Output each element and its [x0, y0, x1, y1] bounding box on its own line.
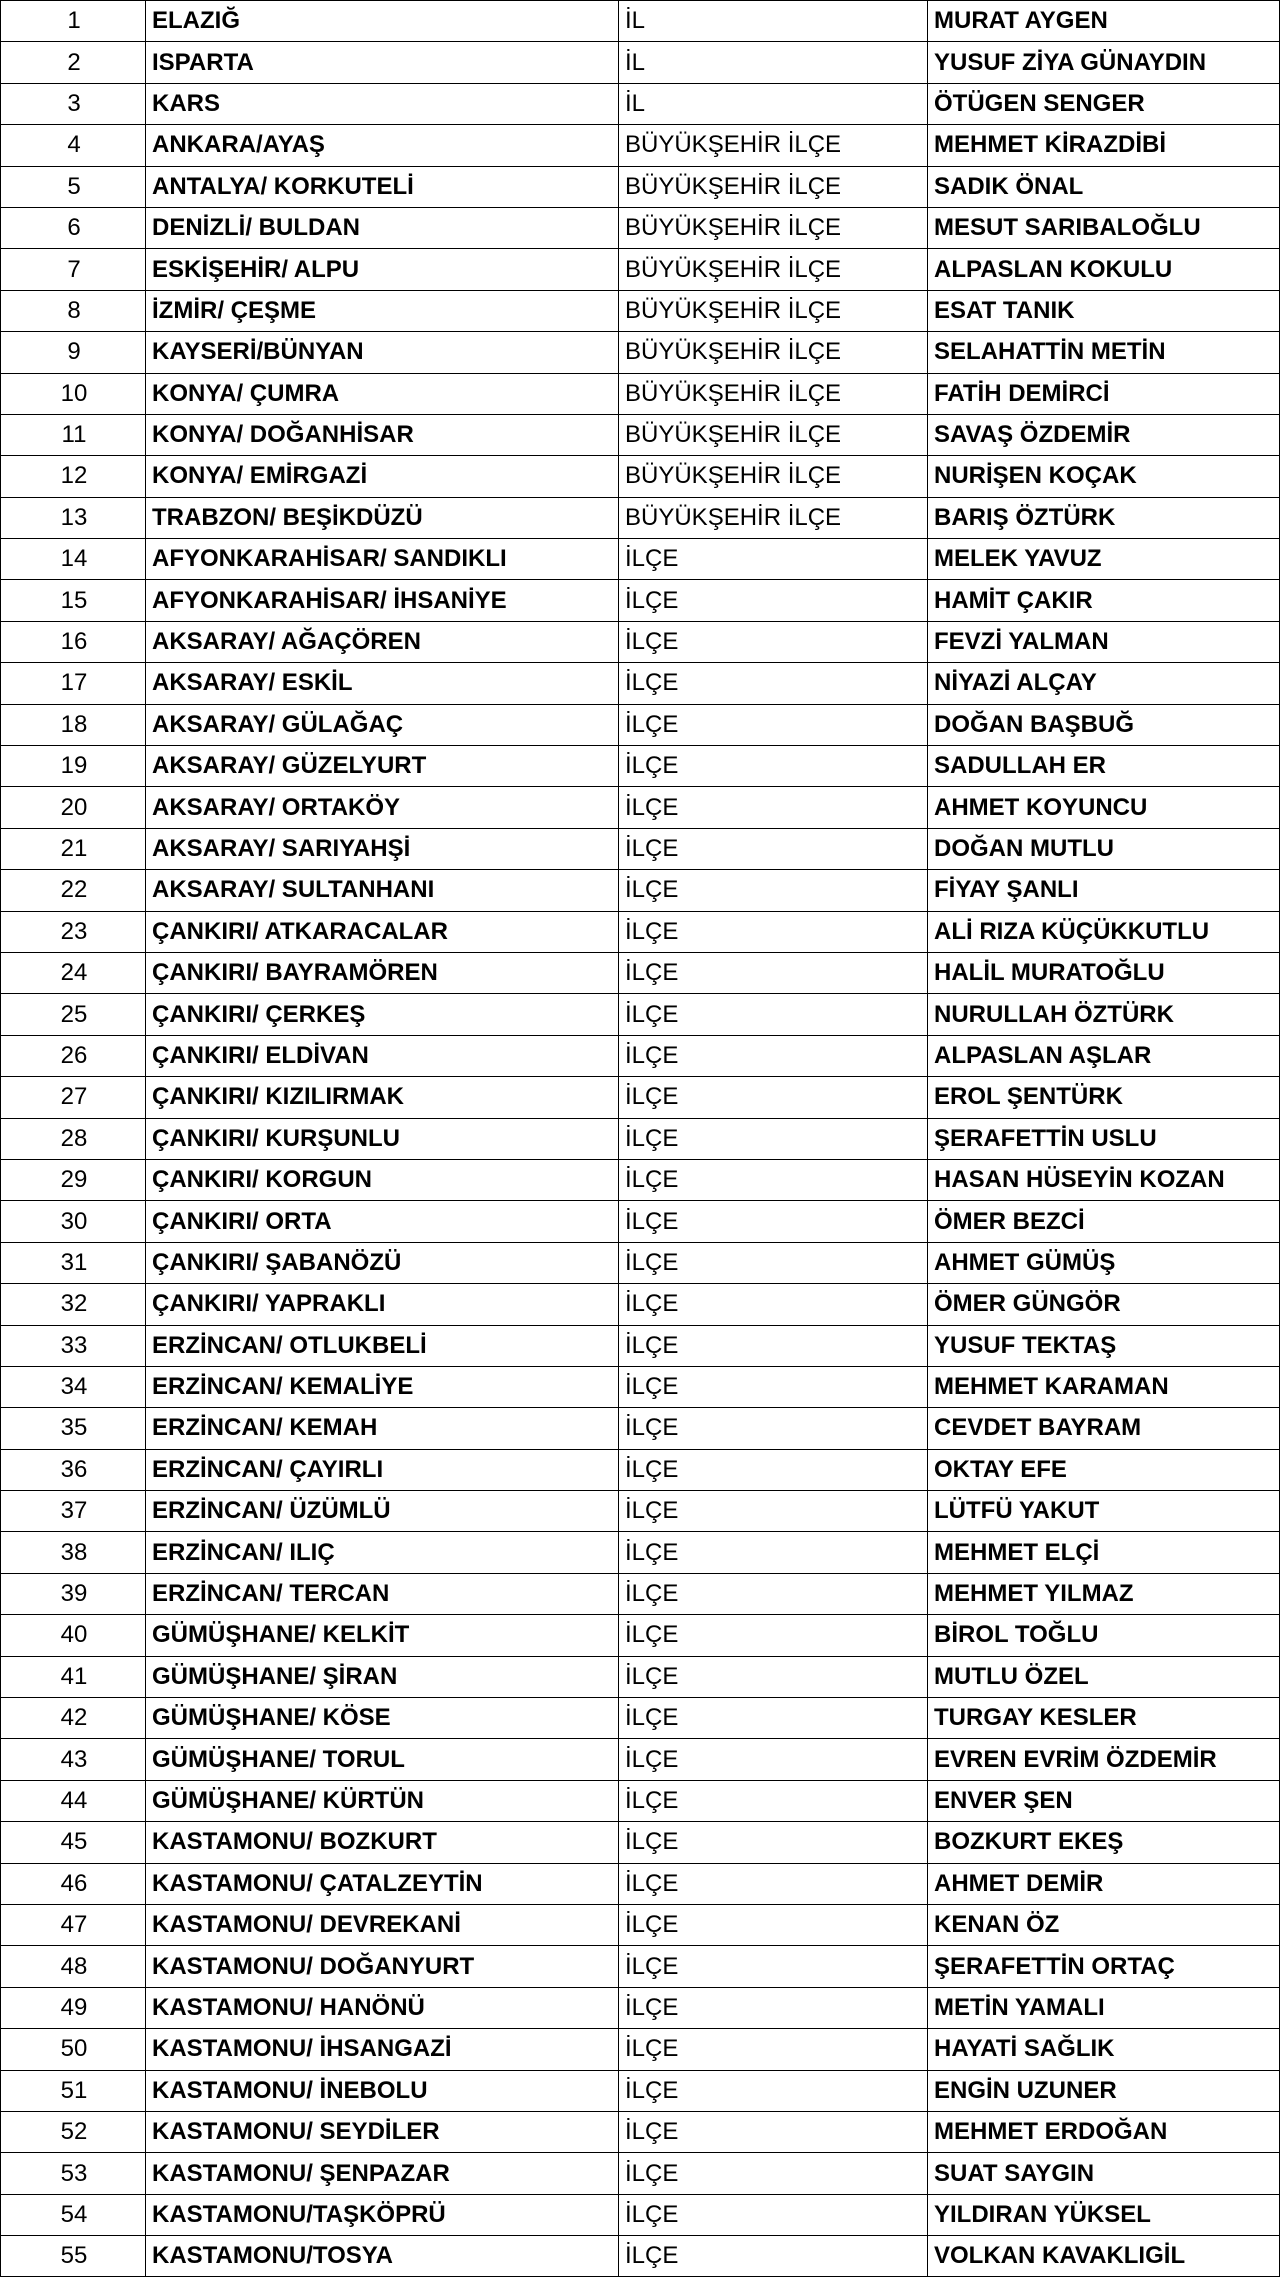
- location-cell: ERZİNCAN/ ÜZÜMLÜ: [146, 1491, 619, 1532]
- person-name-cell: HAYATİ SAĞLIK: [928, 2029, 1280, 2070]
- type-cell: İLÇE: [619, 2070, 928, 2111]
- row-number: 10: [1, 373, 146, 414]
- location-cell: ERZİNCAN/ ILIÇ: [146, 1532, 619, 1573]
- type-cell: İLÇE: [619, 1863, 928, 1904]
- table-row: [1, 870, 1280, 911]
- type-cell: İLÇE: [619, 1656, 928, 1697]
- person-name-cell: TURGAY KESLER: [928, 1698, 1280, 1739]
- person-name-cell: MEHMET YILMAZ: [928, 1573, 1280, 1614]
- type-cell: İLÇE: [619, 1201, 928, 1242]
- table-row: [1, 663, 1280, 704]
- table-row: [1, 414, 1280, 455]
- table-row: [1, 1987, 1280, 2028]
- row-number: 46: [1, 1863, 146, 1904]
- person-name-cell: AHMET KOYUNCU: [928, 787, 1280, 828]
- table-row: [1, 1118, 1280, 1159]
- location-cell: ÇANKIRI/ ŞABANÖZÜ: [146, 1242, 619, 1283]
- row-number: 36: [1, 1449, 146, 1490]
- table-row: [1, 704, 1280, 745]
- type-cell: İLÇE: [619, 1739, 928, 1780]
- table-row: [1, 1532, 1280, 1573]
- row-number: 38: [1, 1532, 146, 1573]
- person-name-cell: ALİ RIZA KÜÇÜKKUTLU: [928, 911, 1280, 952]
- table-row: [1, 1035, 1280, 1076]
- row-number: 47: [1, 1904, 146, 1945]
- person-name-cell: NİYAZİ ALÇAY: [928, 663, 1280, 704]
- type-cell: İLÇE: [619, 870, 928, 911]
- row-number: 9: [1, 332, 146, 373]
- table-row: [1, 166, 1280, 207]
- row-number: 53: [1, 2153, 146, 2194]
- table-row: [1, 249, 1280, 290]
- person-name-cell: EVREN EVRİM ÖZDEMİR: [928, 1739, 1280, 1780]
- row-number: 4: [1, 125, 146, 166]
- person-name-cell: CEVDET BAYRAM: [928, 1408, 1280, 1449]
- location-cell: GÜMÜŞHANE/ TORUL: [146, 1739, 619, 1780]
- location-cell: ESKİŞEHİR/ ALPU: [146, 249, 619, 290]
- row-number: 39: [1, 1573, 146, 1614]
- person-name-cell: ENVER ŞEN: [928, 1780, 1280, 1821]
- table-row: [1, 2153, 1280, 2194]
- location-cell: KASTAMONU/ ŞENPAZAR: [146, 2153, 619, 2194]
- location-cell: GÜMÜŞHANE/ ŞİRAN: [146, 1656, 619, 1697]
- person-name-cell: FİYAY ŞANLI: [928, 870, 1280, 911]
- row-number: 49: [1, 1987, 146, 2028]
- table-row: [1, 290, 1280, 331]
- row-number: 55: [1, 2236, 146, 2277]
- person-name-cell: EROL ŞENTÜRK: [928, 1077, 1280, 1118]
- row-number: 17: [1, 663, 146, 704]
- row-number: 7: [1, 249, 146, 290]
- type-cell: BÜYÜKŞEHİR İLÇE: [619, 125, 928, 166]
- table-row: [1, 1780, 1280, 1821]
- person-name-cell: BOZKURT EKEŞ: [928, 1822, 1280, 1863]
- location-cell: KAYSERİ/BÜNYAN: [146, 332, 619, 373]
- row-number: 42: [1, 1698, 146, 1739]
- person-name-cell: HAMİT ÇAKIR: [928, 580, 1280, 621]
- row-number: 8: [1, 290, 146, 331]
- person-name-cell: BİROL TOĞLU: [928, 1615, 1280, 1656]
- type-cell: İLÇE: [619, 1491, 928, 1532]
- person-name-cell: NURİŞEN KOÇAK: [928, 456, 1280, 497]
- table-row: [1, 373, 1280, 414]
- type-cell: İLÇE: [619, 1946, 928, 1987]
- table-row: [1, 1284, 1280, 1325]
- table-row: [1, 1698, 1280, 1739]
- location-cell: KASTAMONU/ HANÖNÜ: [146, 1987, 619, 2028]
- type-cell: BÜYÜKŞEHİR İLÇE: [619, 332, 928, 373]
- type-cell: İLÇE: [619, 1325, 928, 1366]
- location-cell: ERZİNCAN/ OTLUKBELİ: [146, 1325, 619, 1366]
- row-number: 23: [1, 911, 146, 952]
- table-row: [1, 539, 1280, 580]
- type-cell: BÜYÜKŞEHİR İLÇE: [619, 207, 928, 248]
- row-number: 11: [1, 414, 146, 455]
- type-cell: BÜYÜKŞEHİR İLÇE: [619, 373, 928, 414]
- location-cell: AKSARAY/ AĞAÇÖREN: [146, 621, 619, 662]
- type-cell: İLÇE: [619, 1615, 928, 1656]
- person-name-cell: MEHMET ELÇİ: [928, 1532, 1280, 1573]
- person-name-cell: MEHMET ERDOĞAN: [928, 2111, 1280, 2152]
- person-name-cell: AHMET GÜMÜŞ: [928, 1242, 1280, 1283]
- location-cell: İZMİR/ ÇEŞME: [146, 290, 619, 331]
- table-row: [1, 497, 1280, 538]
- row-number: 2: [1, 42, 146, 83]
- person-name-cell: ALPASLAN AŞLAR: [928, 1035, 1280, 1076]
- type-cell: İLÇE: [619, 1242, 928, 1283]
- table-row: [1, 994, 1280, 1035]
- location-cell: ERZİNCAN/ TERCAN: [146, 1573, 619, 1614]
- table-row: [1, 1491, 1280, 1532]
- table-row: [1, 456, 1280, 497]
- type-cell: İLÇE: [619, 746, 928, 787]
- person-name-cell: SADIK ÖNAL: [928, 166, 1280, 207]
- person-name-cell: YILDIRAN YÜKSEL: [928, 2194, 1280, 2235]
- type-cell: İLÇE: [619, 1284, 928, 1325]
- type-cell: İLÇE: [619, 1408, 928, 1449]
- person-name-cell: ŞERAFETTİN ORTAÇ: [928, 1946, 1280, 1987]
- type-cell: İLÇE: [619, 1698, 928, 1739]
- location-cell: AKSARAY/ SARIYAHŞİ: [146, 828, 619, 869]
- table-row: [1, 42, 1280, 83]
- table-row: [1, 1242, 1280, 1283]
- table-row: [1, 1573, 1280, 1614]
- row-number: 24: [1, 952, 146, 993]
- person-name-cell: METİN YAMALI: [928, 1987, 1280, 2028]
- person-name-cell: SELAHATTİN METİN: [928, 332, 1280, 373]
- person-name-cell: FEVZİ YALMAN: [928, 621, 1280, 662]
- location-cell: KASTAMONU/ ÇATALZEYTİN: [146, 1863, 619, 1904]
- type-cell: İLÇE: [619, 2111, 928, 2152]
- table-row: [1, 207, 1280, 248]
- row-number: 37: [1, 1491, 146, 1532]
- location-cell: ANKARA/AYAŞ: [146, 125, 619, 166]
- row-number: 21: [1, 828, 146, 869]
- type-cell: İLÇE: [619, 952, 928, 993]
- row-number: 52: [1, 2111, 146, 2152]
- location-cell: AKSARAY/ ORTAKÖY: [146, 787, 619, 828]
- location-cell: ÇANKIRI/ ELDİVAN: [146, 1035, 619, 1076]
- person-name-cell: FATİH DEMİRCİ: [928, 373, 1280, 414]
- person-name-cell: SADULLAH ER: [928, 746, 1280, 787]
- type-cell: BÜYÜKŞEHİR İLÇE: [619, 414, 928, 455]
- row-number: 22: [1, 870, 146, 911]
- person-name-cell: ENGİN UZUNER: [928, 2070, 1280, 2111]
- type-cell: İLÇE: [619, 621, 928, 662]
- person-name-cell: DOĞAN MUTLU: [928, 828, 1280, 869]
- location-cell: ÇANKIRI/ ÇERKEŞ: [146, 994, 619, 1035]
- location-cell: KARS: [146, 83, 619, 124]
- table-row: [1, 911, 1280, 952]
- type-cell: BÜYÜKŞEHİR İLÇE: [619, 497, 928, 538]
- row-number: 26: [1, 1035, 146, 1076]
- row-number: 27: [1, 1077, 146, 1118]
- type-cell: BÜYÜKŞEHİR İLÇE: [619, 290, 928, 331]
- type-cell: İLÇE: [619, 1987, 928, 2028]
- type-cell: İLÇE: [619, 2194, 928, 2235]
- person-name-cell: MEHMET KİRAZDİBİ: [928, 125, 1280, 166]
- row-number: 1: [1, 1, 146, 42]
- location-cell: DENİZLİ/ BULDAN: [146, 207, 619, 248]
- person-name-cell: VOLKAN KAVAKLIGİL: [928, 2236, 1280, 2277]
- location-cell: ÇANKIRI/ KURŞUNLU: [146, 1118, 619, 1159]
- type-cell: İLÇE: [619, 663, 928, 704]
- table-row: [1, 1408, 1280, 1449]
- type-cell: İLÇE: [619, 1035, 928, 1076]
- table-row: [1, 1904, 1280, 1945]
- table-row: [1, 1, 1280, 42]
- location-cell: KASTAMONU/ İNEBOLU: [146, 2070, 619, 2111]
- location-cell: ERZİNCAN/ ÇAYIRLI: [146, 1449, 619, 1490]
- location-cell: KASTAMONU/TAŞKÖPRÜ: [146, 2194, 619, 2235]
- person-name-cell: NURULLAH ÖZTÜRK: [928, 994, 1280, 1035]
- type-cell: BÜYÜKŞEHİR İLÇE: [619, 166, 928, 207]
- location-cell: KASTAMONU/ SEYDİLER: [146, 2111, 619, 2152]
- type-cell: İLÇE: [619, 1822, 928, 1863]
- row-number: 18: [1, 704, 146, 745]
- row-number: 54: [1, 2194, 146, 2235]
- table-row: [1, 83, 1280, 124]
- person-name-cell: MURAT AYGEN: [928, 1, 1280, 42]
- row-number: 34: [1, 1366, 146, 1407]
- location-cell: GÜMÜŞHANE/ KELKİT: [146, 1615, 619, 1656]
- table-row: [1, 1201, 1280, 1242]
- location-cell: AKSARAY/ ESKİL: [146, 663, 619, 704]
- type-cell: İLÇE: [619, 787, 928, 828]
- location-cell: ÇANKIRI/ KORGUN: [146, 1159, 619, 1200]
- location-cell: ÇANKIRI/ YAPRAKLI: [146, 1284, 619, 1325]
- type-cell: İLÇE: [619, 1780, 928, 1821]
- person-name-cell: ÖMER GÜNGÖR: [928, 1284, 1280, 1325]
- location-cell: KONYA/ DOĞANHİSAR: [146, 414, 619, 455]
- row-number: 3: [1, 83, 146, 124]
- location-cell: AFYONKARAHİSAR/ SANDIKLI: [146, 539, 619, 580]
- table-row: [1, 1822, 1280, 1863]
- location-cell: ERZİNCAN/ KEMAH: [146, 1408, 619, 1449]
- type-cell: BÜYÜKŞEHİR İLÇE: [619, 456, 928, 497]
- location-cell: ANTALYA/ KORKUTELİ: [146, 166, 619, 207]
- table-row: [1, 1656, 1280, 1697]
- location-cell: ERZİNCAN/ KEMALİYE: [146, 1366, 619, 1407]
- type-cell: İLÇE: [619, 828, 928, 869]
- location-cell: KASTAMONU/TOSYA: [146, 2236, 619, 2277]
- table-row: [1, 2070, 1280, 2111]
- table-body: [1, 1, 1280, 2277]
- person-name-cell: MUTLU ÖZEL: [928, 1656, 1280, 1697]
- type-cell: İLÇE: [619, 1904, 928, 1945]
- type-cell: İLÇE: [619, 1077, 928, 1118]
- type-cell: İL: [619, 1, 928, 42]
- row-number: 12: [1, 456, 146, 497]
- table-row: [1, 2111, 1280, 2152]
- row-number: 50: [1, 2029, 146, 2070]
- row-number: 43: [1, 1739, 146, 1780]
- person-name-cell: YUSUF TEKTAŞ: [928, 1325, 1280, 1366]
- person-name-cell: MESUT SARIBALOĞLU: [928, 207, 1280, 248]
- table-row: [1, 1739, 1280, 1780]
- row-number: 45: [1, 1822, 146, 1863]
- row-number: 40: [1, 1615, 146, 1656]
- table-row: [1, 1325, 1280, 1366]
- location-cell: ÇANKIRI/ ORTA: [146, 1201, 619, 1242]
- type-cell: İLÇE: [619, 1573, 928, 1614]
- location-cell: KASTAMONU/ DOĞANYURT: [146, 1946, 619, 1987]
- row-number: 51: [1, 2070, 146, 2111]
- person-name-cell: SUAT SAYGIN: [928, 2153, 1280, 2194]
- person-name-cell: MEHMET KARAMAN: [928, 1366, 1280, 1407]
- row-number: 20: [1, 787, 146, 828]
- row-number: 16: [1, 621, 146, 662]
- table-row: [1, 621, 1280, 662]
- person-name-cell: AHMET DEMİR: [928, 1863, 1280, 1904]
- type-cell: İLÇE: [619, 2236, 928, 2277]
- location-cell: KASTAMONU/ DEVREKANİ: [146, 1904, 619, 1945]
- row-number: 35: [1, 1408, 146, 1449]
- person-name-cell: MELEK YAVUZ: [928, 539, 1280, 580]
- person-name-cell: DOĞAN BAŞBUĞ: [928, 704, 1280, 745]
- table-row: [1, 1863, 1280, 1904]
- table-row: [1, 952, 1280, 993]
- location-cell: AKSARAY/ SULTANHANI: [146, 870, 619, 911]
- table-row: [1, 746, 1280, 787]
- location-cell: ELAZIĞ: [146, 1, 619, 42]
- row-number: 14: [1, 539, 146, 580]
- table-row: [1, 2194, 1280, 2235]
- table-row: [1, 2029, 1280, 2070]
- location-cell: KASTAMONU/ BOZKURT: [146, 1822, 619, 1863]
- type-cell: İLÇE: [619, 2029, 928, 2070]
- table-row: [1, 1615, 1280, 1656]
- person-name-cell: ÖMER BEZCİ: [928, 1201, 1280, 1242]
- row-number: 32: [1, 1284, 146, 1325]
- table-row: [1, 580, 1280, 621]
- type-cell: İLÇE: [619, 911, 928, 952]
- person-name-cell: BARIŞ ÖZTÜRK: [928, 497, 1280, 538]
- location-cell: ISPARTA: [146, 42, 619, 83]
- location-cell: TRABZON/ BEŞİKDÜZÜ: [146, 497, 619, 538]
- type-cell: İLÇE: [619, 1532, 928, 1573]
- person-name-cell: HASAN HÜSEYİN KOZAN: [928, 1159, 1280, 1200]
- person-name-cell: LÜTFÜ YAKUT: [928, 1491, 1280, 1532]
- person-name-cell: ALPASLAN KOKULU: [928, 249, 1280, 290]
- row-number: 5: [1, 166, 146, 207]
- row-number: 31: [1, 1242, 146, 1283]
- location-cell: KASTAMONU/ İHSANGAZİ: [146, 2029, 619, 2070]
- location-cell: ÇANKIRI/ KIZILIRMAK: [146, 1077, 619, 1118]
- type-cell: İL: [619, 42, 928, 83]
- table-row: [1, 125, 1280, 166]
- location-cell: GÜMÜŞHANE/ KÖSE: [146, 1698, 619, 1739]
- type-cell: İLÇE: [619, 994, 928, 1035]
- type-cell: İLÇE: [619, 2153, 928, 2194]
- table-row: [1, 828, 1280, 869]
- location-cell: KONYA/ ÇUMRA: [146, 373, 619, 414]
- type-cell: İLÇE: [619, 704, 928, 745]
- location-cell: ÇANKIRI/ BAYRAMÖREN: [146, 952, 619, 993]
- type-cell: İLÇE: [619, 1118, 928, 1159]
- type-cell: İL: [619, 83, 928, 124]
- table-row: [1, 2236, 1280, 2277]
- location-cell: AKSARAY/ GÜZELYURT: [146, 746, 619, 787]
- table-row: [1, 332, 1280, 373]
- type-cell: İLÇE: [619, 1159, 928, 1200]
- type-cell: İLÇE: [619, 580, 928, 621]
- row-number: 15: [1, 580, 146, 621]
- type-cell: İLÇE: [619, 1449, 928, 1490]
- row-number: 28: [1, 1118, 146, 1159]
- table-row: [1, 1159, 1280, 1200]
- type-cell: İLÇE: [619, 539, 928, 580]
- location-cell: AFYONKARAHİSAR/ İHSANİYE: [146, 580, 619, 621]
- person-name-cell: SAVAŞ ÖZDEMİR: [928, 414, 1280, 455]
- row-number: 48: [1, 1946, 146, 1987]
- person-name-cell: ŞERAFETTİN USLU: [928, 1118, 1280, 1159]
- table-row: [1, 787, 1280, 828]
- row-number: 13: [1, 497, 146, 538]
- location-cell: ÇANKIRI/ ATKARACALAR: [146, 911, 619, 952]
- location-cell: AKSARAY/ GÜLAĞAÇ: [146, 704, 619, 745]
- location-cell: GÜMÜŞHANE/ KÜRTÜN: [146, 1780, 619, 1821]
- row-number: 44: [1, 1780, 146, 1821]
- row-number: 29: [1, 1159, 146, 1200]
- row-number: 30: [1, 1201, 146, 1242]
- person-name-cell: HALİL MURATOĞLU: [928, 952, 1280, 993]
- row-number: 41: [1, 1656, 146, 1697]
- type-cell: BÜYÜKŞEHİR İLÇE: [619, 249, 928, 290]
- table-row: [1, 1077, 1280, 1118]
- table-row: [1, 1946, 1280, 1987]
- person-name-cell: ÖTÜGEN SENGER: [928, 83, 1280, 124]
- location-cell: KONYA/ EMİRGAZİ: [146, 456, 619, 497]
- person-name-cell: OKTAY EFE: [928, 1449, 1280, 1490]
- type-cell: İLÇE: [619, 1366, 928, 1407]
- person-name-cell: KENAN ÖZ: [928, 1904, 1280, 1945]
- row-number: 25: [1, 994, 146, 1035]
- table-row: [1, 1449, 1280, 1490]
- person-name-cell: ESAT TANIK: [928, 290, 1280, 331]
- row-number: 19: [1, 746, 146, 787]
- row-number: 33: [1, 1325, 146, 1366]
- table-row: [1, 1366, 1280, 1407]
- person-name-cell: YUSUF ZİYA GÜNAYDIN: [928, 42, 1280, 83]
- row-number: 6: [1, 207, 146, 248]
